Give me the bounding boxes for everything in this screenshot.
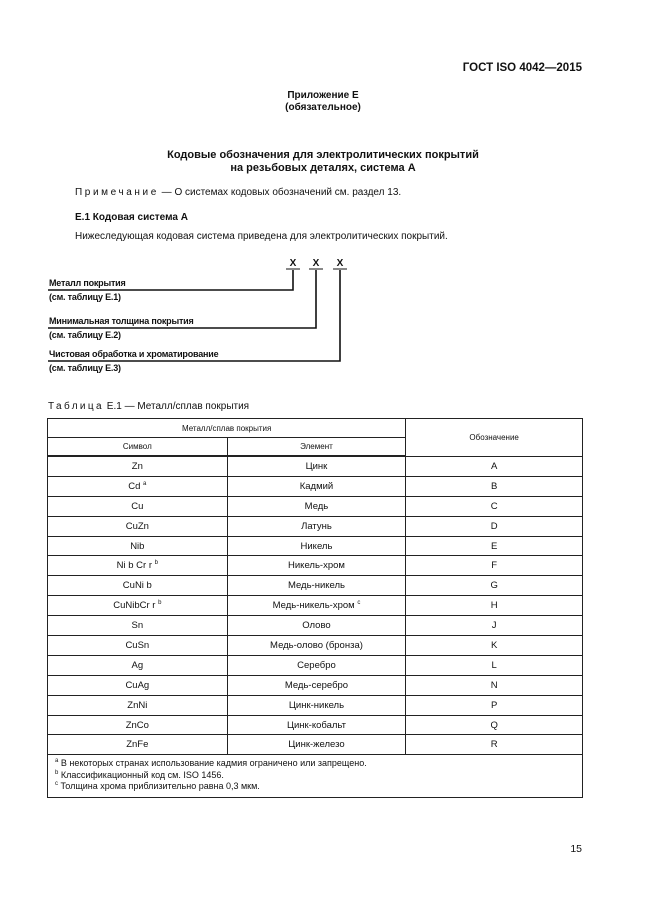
appendix-title: Приложение Е [287, 90, 359, 101]
cell-element: Никель-хром [227, 556, 406, 576]
cell-code: N [406, 675, 583, 695]
label-metal: Металл покрытия [49, 278, 126, 288]
cell-element: Олово [227, 616, 406, 636]
cell-symbol: CuNibCr r $^b$ [48, 596, 228, 616]
cell-element: Никель [227, 536, 406, 556]
cell-symbol: ZnNi [48, 695, 228, 715]
heading-line-1: Кодовые обозначения для электролитических покрытий [167, 149, 479, 161]
col-element-header: Элемент [227, 438, 406, 457]
table-row [48, 636, 583, 656]
table-row [48, 596, 583, 616]
cell-symbol: ZnFe [48, 735, 228, 755]
footnote: $^a$ В некоторых странах использование кадмия ограничено или запрещено. [55, 758, 367, 769]
cell-symbol: CuSn [48, 636, 228, 656]
cell-code: D [406, 516, 583, 536]
table-caption-text: Е.1 — Металл/сплав покрытия [104, 401, 250, 412]
code-mark-2: X [312, 258, 320, 269]
cell-symbol: Nib [48, 536, 228, 556]
label-metal-ref: (см. таблицу Е.1) [49, 292, 121, 302]
cell-element: Серебро [227, 655, 406, 675]
label-thickness-ref: (см. таблицу Е.2) [49, 330, 121, 340]
document-header: ГОСТ ISO 4042—2015 [462, 62, 582, 74]
cell-element: Медь-серебро [227, 675, 406, 695]
table-row [48, 655, 583, 675]
cell-code: B [406, 476, 583, 496]
code-scheme-diagram [0, 0, 646, 400]
cell-symbol: Zn [48, 456, 228, 476]
cell-code: R [406, 735, 583, 755]
col-symbol-header: Символ [48, 438, 228, 457]
cell-symbol: Cd $^a$ [48, 476, 228, 496]
cell-code: H [406, 596, 583, 616]
cell-symbol: CuZn [48, 516, 228, 536]
cell-code: K [406, 636, 583, 656]
group-header: Металл/сплав покрытия [48, 419, 406, 438]
table-row [48, 695, 583, 715]
code-mark-1: X [289, 258, 297, 269]
table-footnotes [48, 755, 583, 798]
section-title: Е.1 Кодовая система А [75, 212, 188, 223]
cell-symbol: ZnCo [48, 715, 228, 735]
label-finish: Чистовая обработка и хроматирование [49, 349, 219, 359]
table-row [48, 616, 583, 636]
table-row [48, 536, 583, 556]
metal-coating-table [47, 418, 583, 798]
cell-code: P [406, 695, 583, 715]
note-label: Примечание [75, 187, 159, 198]
cell-symbol: Ag [48, 655, 228, 675]
cell-code: G [406, 576, 583, 596]
table-row [48, 715, 583, 735]
cell-element: Медь-никель-хром $^c$ [227, 596, 406, 616]
cell-element: Медь-олово (бронза) [227, 636, 406, 656]
cell-code: F [406, 556, 583, 576]
footnote: $^b$ Классификационный код см. ISO 1456. [55, 769, 224, 780]
page-number: 15 [570, 843, 582, 855]
code-mark-3: X [336, 258, 344, 269]
note-text: — О системах кодовых обозначений см. раздел 13. [158, 187, 402, 198]
cell-element: Цинк-никель [227, 695, 406, 715]
cell-code: A [406, 456, 583, 476]
appendix-status: (обязательное) [285, 102, 361, 113]
cell-element: Латунь [227, 516, 406, 536]
cell-code: J [406, 616, 583, 636]
table-row [48, 496, 583, 516]
table-body [48, 456, 583, 755]
table-row [48, 735, 583, 755]
cell-code: E [406, 536, 583, 556]
intro-paragraph: Нижеследующая кодовая система приведена для электролитических покрытий. [75, 231, 448, 242]
cell-symbol: Ni b Cr r $^b$ [48, 556, 228, 576]
cell-symbol: CuNi b [48, 576, 228, 596]
cell-element: Цинк [227, 456, 406, 476]
cell-element: Медь [227, 496, 406, 516]
cell-element: Цинк-железо [227, 735, 406, 755]
cell-symbol: Sn [48, 616, 228, 636]
table-caption-label: Таблица [48, 401, 105, 412]
label-thickness: Минимальная толщина покрытия [49, 316, 194, 326]
table-row [48, 675, 583, 695]
footnote: $^c$ Толщина хрома приблизительно равна 0,3 мкм. [55, 781, 260, 792]
table-caption [48, 401, 249, 412]
cell-element: Медь-никель [227, 576, 406, 596]
col-code-header: Обозначение [406, 419, 583, 457]
heading-line-2: на резьбовых деталях, система А [230, 162, 416, 174]
label-finish-ref: (см. таблицу Е.3) [49, 363, 121, 373]
table-row [48, 576, 583, 596]
table-row [48, 456, 583, 476]
cell-element: Кадмий [227, 476, 406, 496]
table-row [48, 516, 583, 536]
cell-code: L [406, 655, 583, 675]
cell-code: C [406, 496, 583, 516]
cell-code: Q [406, 715, 583, 735]
cell-element: Цинк-кобальт [227, 715, 406, 735]
table-row [48, 556, 583, 576]
cell-symbol: Cu [48, 496, 228, 516]
table-row [48, 476, 583, 496]
cell-symbol: CuAg [48, 675, 228, 695]
